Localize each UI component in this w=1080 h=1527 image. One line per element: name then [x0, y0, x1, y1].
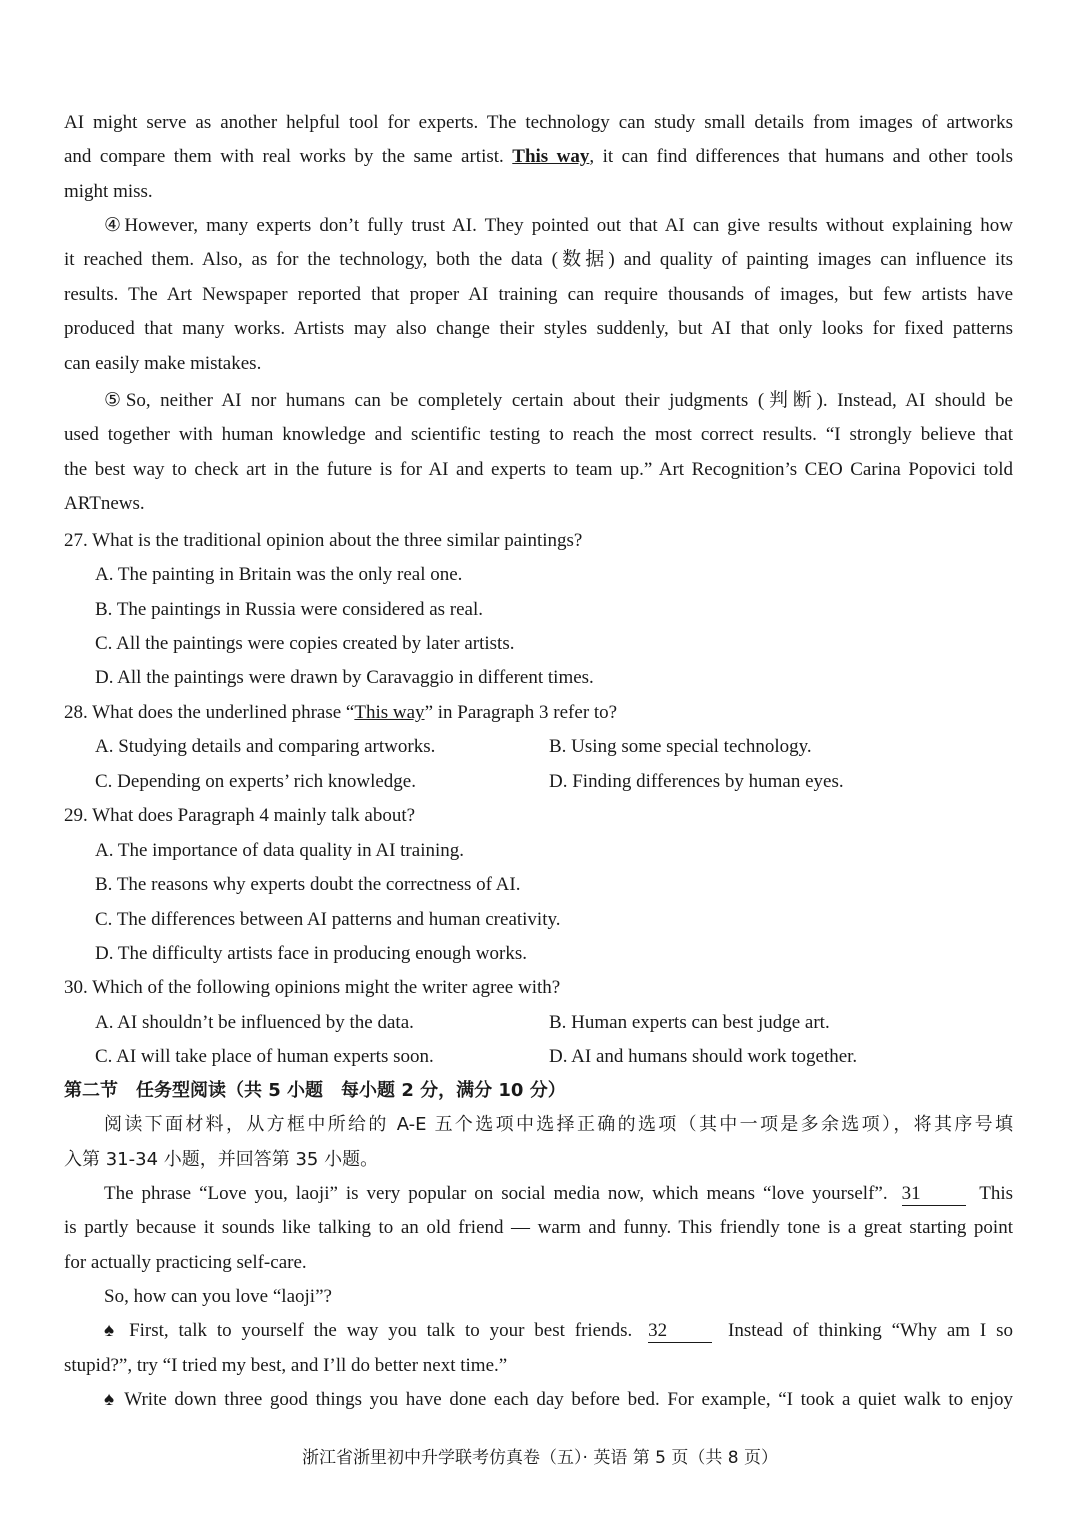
q28-stem: [64, 696, 1013, 730]
p5-line-3: the best way to check art in the future is for AI and experts to team up.” Art Recognition’s CEO Carina Popovici told: [64, 459, 1013, 480]
p4-line-1: ④However, many experts don’t fully trust AI. They pointed out that AI can give results without explaining how: [104, 215, 1013, 236]
q27-option-d: D. All the paintings were drawn by Caravaggio in different times.: [95, 667, 594, 688]
q30-option-c: C. AI will take place of human experts soon.: [95, 1046, 434, 1067]
task-text-line-5: [104, 1314, 1013, 1348]
p3-line-2: [64, 140, 1013, 174]
task-text-line-5-a: ♠ First, talk to yourself the way you talk to your best friends.: [104, 1320, 633, 1341]
p5-line-2: used together with human knowledge and scientific testing to reach the most correct results. “I strongly believe that: [64, 424, 1013, 445]
q29-option-a: A. The importance of data quality in AI training.: [95, 840, 464, 861]
q28-option-a: A. Studying details and comparing artworks.: [95, 736, 436, 757]
q30-stem: 30. Which of the following opinions might the writer agree with?: [64, 977, 561, 998]
blank-31: 31: [902, 1183, 966, 1206]
p4-line-5: can easily make mistakes.: [64, 353, 262, 374]
task-text-line-1: [104, 1177, 1013, 1211]
p3-line-2-text-b: , it can find differences that humans and other tools: [589, 146, 1013, 167]
q27-option-c: C. All the paintings were copies created by later artists.: [95, 633, 515, 654]
q29-stem: 29. What does Paragraph 4 mainly talk about?: [64, 805, 416, 826]
task-text-line-5-b: Instead of thinking “Why am I so: [728, 1320, 1013, 1341]
q28-stem-a: 28. What does the underlined phrase “: [64, 702, 355, 723]
q28-option-b: B. Using some special technology.: [549, 736, 812, 757]
q28-stem-underlined: This way: [354, 702, 425, 723]
p5-line-4: ARTnews.: [64, 493, 145, 514]
p5-line-1: ⑤So, neither AI nor humans can be completely certain about their judgments (判断). Instead, AI should be: [104, 390, 1013, 411]
task-text-line-7: ♠ Write down three good things you have done each day before bed. For example, “I took a quiet walk to enjoy: [104, 1389, 1013, 1410]
p4-line-2: it reached them. Also, as for the technology, both the data (数据) and quality of painting images can influence its: [64, 249, 1013, 270]
p4-line-3: results. The Art Newspaper reported that proper AI training can require thousands of images, but few artists have: [64, 284, 1013, 305]
p3-line-3: might miss.: [64, 181, 153, 202]
q30-option-b: B. Human experts can best judge art.: [549, 1012, 830, 1033]
blank-32: 32: [648, 1320, 712, 1343]
underlined-phrase-this-way: This way: [512, 146, 590, 167]
p4-line-4: produced that many works. Artists may also change their styles suddenly, but AI that only looks for fixed patterns: [64, 318, 1013, 339]
task-text-line-3: for actually practicing self-care.: [64, 1252, 307, 1273]
task-text-line-4: So, how can you love “laoji”?: [104, 1286, 332, 1307]
page-footer: 浙江省浙里初中升学联考仿真卷（五）· 英语 第 5 页（共 8 页）: [302, 1448, 778, 1468]
section2-heading: 第二节 任务型阅读（共 5 小题 每小题 2 分，满分 10 分）: [64, 1080, 566, 1101]
p3-line-2-text-a: and compare them with real works by the same artist.: [64, 146, 504, 167]
q29-option-d: D. The difficulty artists face in producing enough works.: [95, 943, 527, 964]
q28-option-d: D. Finding differences by human eyes.: [549, 771, 844, 792]
section2-instruction-line-1: 阅读下面材料，从方框中所给的 A-E 五个选项中选择正确的选项（其中一项是多余选项），将其序号填: [104, 1114, 1013, 1135]
q30-option-a: A. AI shouldn’t be influenced by the data.: [95, 1012, 414, 1033]
q29-option-b: B. The reasons why experts doubt the correctness of AI.: [95, 874, 521, 895]
task-text-line-6: stupid?”, try “I tried my best, and I’ll do better next time.”: [64, 1355, 508, 1376]
task-text-line-1-b: This: [979, 1183, 1013, 1204]
p3-line-1: AI might serve as another helpful tool for experts. The technology can study small details from images of artworks: [64, 112, 1013, 133]
q29-option-c: C. The differences between AI patterns and human creativity.: [95, 909, 561, 930]
task-text-line-1-a: The phrase “Love you, laoji” is very popular on social media now, which means “love yourself”.: [104, 1183, 888, 1204]
q28-option-c: C. Depending on experts’ rich knowledge.: [95, 771, 416, 792]
q28-stem-b: ” in Paragraph 3 refer to?: [424, 702, 618, 723]
section2-instruction-line-2: 入第 31-34 小题，并回答第 35 小题。: [64, 1149, 379, 1170]
q27-option-a: A. The painting in Britain was the only real one.: [95, 564, 463, 585]
q27-option-b: B. The paintings in Russia were considered as real.: [95, 599, 483, 620]
task-text-line-2: is partly because it sounds like talking to an old friend — warm and funny. This friendly tone is a great starting point: [64, 1217, 1013, 1238]
q30-option-d: D. AI and humans should work together.: [549, 1046, 858, 1067]
q27-stem: 27. What is the traditional opinion about the three similar paintings?: [64, 530, 583, 551]
